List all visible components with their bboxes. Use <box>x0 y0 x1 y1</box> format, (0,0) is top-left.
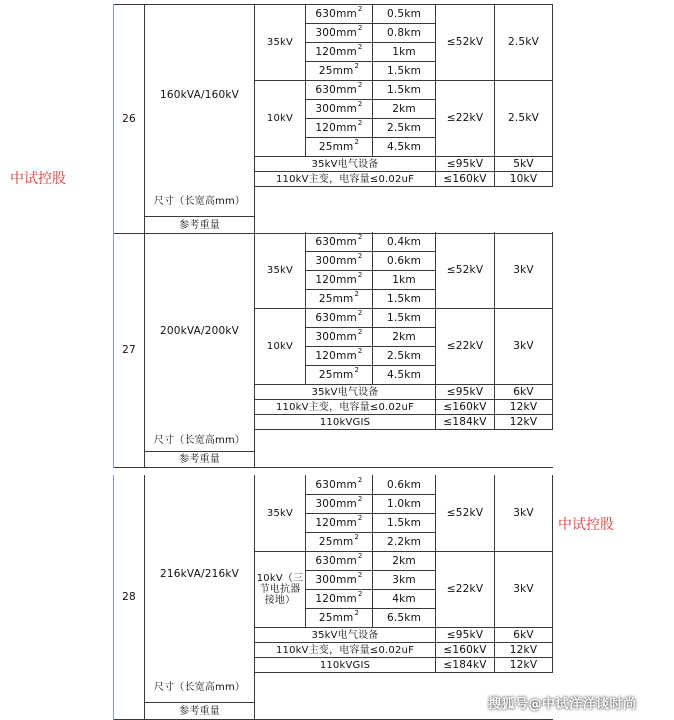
voltage-limit-cell: ≤52kV <box>446 507 484 519</box>
cable-length-cell: 2.5km <box>386 121 421 134</box>
cable-length-cell: 3km <box>392 573 416 586</box>
cable-section-cell <box>306 81 372 99</box>
equipment-limit-cell: ≤160kV <box>443 643 487 656</box>
item-number-cell: 28 <box>122 591 136 603</box>
cable-section-cell <box>306 62 372 80</box>
cable-length-cell: 6.5km <box>386 611 421 624</box>
equipment-label-cell: 110kVGIS <box>319 659 371 671</box>
cable-length-cell: 1.5km <box>386 83 421 96</box>
equipment-limit-cell: ≤160kV <box>443 400 487 413</box>
weight-label-cell: 参考重量 <box>179 705 220 717</box>
equipment-test-cell: 10kV <box>509 172 538 185</box>
cable-length-cell: 1.5km <box>386 311 421 324</box>
voltage-level-cell: 10kV（三节电抗器接地） <box>256 573 304 606</box>
equipment-limit-cell: ≤95kV <box>446 385 484 398</box>
test-voltage-cell: 3kV <box>513 340 534 352</box>
cable-length-cell: 1.5km <box>386 64 421 77</box>
cable-length-cell: 2.2km <box>386 535 421 548</box>
cable-section-superscript: 2 <box>357 118 363 127</box>
equipment-test-cell: 12kV <box>509 400 538 413</box>
cable-section-cell <box>306 347 372 365</box>
cable-section-value: 630mm <box>315 554 357 567</box>
voltage-level-cell: 35kV <box>266 265 294 276</box>
weight-label-cell: 参考重量 <box>179 219 220 231</box>
cable-section-superscript: 2 <box>354 532 360 541</box>
cable-section-superscript: 2 <box>357 475 363 484</box>
cable-length-cell: 1.0km <box>386 497 421 510</box>
cable-section-superscript: 2 <box>357 42 363 51</box>
cable-section-value: 25mm <box>318 535 354 548</box>
voltage-limit-cell: ≤52kV <box>446 264 484 276</box>
cable-section-superscript: 2 <box>357 232 363 241</box>
cable-section-value: 25mm <box>318 64 354 77</box>
test-voltage-cell: 3kV <box>513 507 534 519</box>
rating-cell: 200kVA/200kV <box>159 324 240 337</box>
cable-section-value: 300mm <box>315 573 357 586</box>
cable-length-cell: 2km <box>392 554 416 567</box>
cable-section-superscript: 2 <box>357 551 363 560</box>
cable-section-superscript: 2 <box>357 23 363 32</box>
item-number-cell: 26 <box>122 112 136 125</box>
test-voltage-cell: 3kV <box>513 264 534 276</box>
cable-length-cell: 0.5km <box>386 7 421 20</box>
cable-section-value: 120mm <box>315 592 357 605</box>
test-voltage-cell: 2.5kV <box>508 36 539 48</box>
cable-section-cell <box>306 476 372 494</box>
voltage-level-cell: 35kV <box>266 37 294 48</box>
voltage-level-cell: 10kV <box>266 341 294 352</box>
cable-section-value: 630mm <box>315 311 357 324</box>
cable-length-cell: 4km <box>392 592 416 605</box>
test-voltage-cell: 2.5kV <box>508 112 539 124</box>
cable-section-value: 300mm <box>315 330 357 343</box>
cable-length-cell: 2km <box>392 330 416 343</box>
equipment-label-cell: 35kV电气设备 <box>311 158 379 170</box>
cable-section-value: 630mm <box>315 7 357 20</box>
cable-length-cell: 2km <box>392 102 416 115</box>
cable-length-cell: 0.6km <box>386 254 421 267</box>
equipment-label-cell: 35kV电气设备 <box>311 386 379 398</box>
equipment-limit-cell: ≤160kV <box>443 172 487 185</box>
cable-section-value: 25mm <box>318 140 354 153</box>
cable-section-cell <box>306 514 372 532</box>
equipment-label-cell: 110kVGIS <box>319 416 371 428</box>
cable-section-value: 630mm <box>315 235 357 248</box>
cable-section-cell <box>306 5 372 23</box>
cable-section-cell <box>306 138 372 156</box>
equipment-limit-cell: ≤95kV <box>446 157 484 170</box>
cable-section-superscript: 2 <box>354 61 360 70</box>
cable-section-value: 630mm <box>315 83 357 96</box>
cable-section-cell <box>306 24 372 42</box>
cable-section-value: 120mm <box>315 349 357 362</box>
rating-cell: 216kVA/216kV <box>159 567 240 580</box>
equipment-label-cell: 35kV电气设备 <box>311 629 379 641</box>
weight-label-cell: 参考重量 <box>179 454 220 465</box>
cable-section-value: 120mm <box>315 45 357 58</box>
cable-length-cell: 0.4km <box>386 235 421 248</box>
cable-section-superscript: 2 <box>357 251 363 260</box>
size-label-cell: 尺寸（长宽高mm） <box>153 435 246 446</box>
cable-section-superscript: 2 <box>357 513 363 522</box>
cable-section-value: 25mm <box>318 292 354 305</box>
cable-section-superscript: 2 <box>357 346 363 355</box>
watermark-right: 中试控股 <box>558 517 614 533</box>
voltage-limit-cell: ≤22kV <box>446 112 484 124</box>
item-number-cell: 27 <box>122 343 136 356</box>
cable-length-cell: 1.5km <box>386 292 421 305</box>
cable-section-superscript: 2 <box>357 589 363 598</box>
cable-section-cell <box>306 43 372 61</box>
cable-section-superscript: 2 <box>354 365 360 374</box>
size-label-cell: 尺寸（长宽高mm） <box>153 682 246 693</box>
cable-section-superscript: 2 <box>354 608 360 617</box>
cable-section-cell <box>306 609 372 627</box>
cable-section-cell <box>306 271 372 289</box>
cable-section-cell <box>306 119 372 137</box>
equipment-limit-cell: ≤184kV <box>443 658 487 671</box>
cable-length-cell: 1km <box>392 45 416 58</box>
cable-section-superscript: 2 <box>357 4 363 13</box>
cable-section-cell <box>306 552 372 570</box>
cable-section-value: 630mm <box>315 478 357 491</box>
size-label-cell: 尺寸（长宽高mm） <box>153 196 246 207</box>
cable-section-value: 300mm <box>315 102 357 115</box>
brand-watermark: 搜狐号@中试洋洋谈时尚 <box>488 697 637 712</box>
cable-section-superscript: 2 <box>357 270 363 279</box>
cable-length-cell: 2.5km <box>386 349 421 362</box>
voltage-limit-cell: ≤52kV <box>446 36 484 48</box>
cable-section-superscript: 2 <box>357 570 363 579</box>
cable-section-cell <box>306 571 372 589</box>
equipment-test-cell: 12kV <box>509 658 538 671</box>
cable-section-value: 120mm <box>315 121 357 134</box>
equipment-label-cell: 110kV主变，电容量≤0.02uF <box>275 401 415 413</box>
equipment-test-cell: 12kV <box>509 415 538 428</box>
voltage-level-cell: 10kV <box>266 113 294 124</box>
rating-cell: 160kVA/160kV <box>159 89 240 101</box>
cable-length-cell: 4.5km <box>386 368 421 381</box>
cable-length-cell: 1km <box>392 273 416 286</box>
cable-section-cell <box>306 252 372 270</box>
test-voltage-cell: 3kV <box>513 583 534 595</box>
cable-section-superscript: 2 <box>354 289 360 298</box>
cable-section-superscript: 2 <box>357 99 363 108</box>
cable-section-cell <box>306 100 372 118</box>
cable-section-superscript: 2 <box>357 494 363 503</box>
equipment-label-cell: 110kV主变，电容量≤0.02uF <box>275 173 415 185</box>
equipment-test-cell: 6kV <box>513 385 534 398</box>
cable-section-superscript: 2 <box>354 137 360 146</box>
cable-section-superscript: 2 <box>357 308 363 317</box>
cable-section-value: 300mm <box>315 26 357 39</box>
cable-section-value: 25mm <box>318 611 354 624</box>
cable-length-cell: 0.8km <box>386 26 421 39</box>
cable-section-cell <box>306 309 372 327</box>
cable-section-value: 25mm <box>318 368 354 381</box>
cable-section-cell <box>306 290 372 308</box>
cable-section-cell <box>306 328 372 346</box>
cable-length-cell: 0.6km <box>386 478 421 491</box>
voltage-limit-cell: ≤22kV <box>446 583 484 595</box>
cable-section-superscript: 2 <box>357 80 363 89</box>
voltage-level-cell: 35kV <box>266 508 294 519</box>
cable-section-cell <box>306 366 372 384</box>
equipment-test-cell: 12kV <box>509 643 538 656</box>
equipment-limit-cell: ≤95kV <box>446 628 484 641</box>
cable-section-cell <box>306 590 372 608</box>
equipment-limit-cell: ≤184kV <box>443 415 487 428</box>
cable-section-value: 300mm <box>315 254 357 267</box>
equipment-test-cell: 5kV <box>513 157 534 170</box>
cable-section-cell <box>306 495 372 513</box>
cable-length-cell: 1.5km <box>386 516 421 529</box>
cable-section-value: 120mm <box>315 273 357 286</box>
voltage-limit-cell: ≤22kV <box>446 340 484 352</box>
equipment-test-cell: 6kV <box>513 628 534 641</box>
watermark-left: 中试控股 <box>10 171 66 187</box>
cable-section-superscript: 2 <box>357 327 363 336</box>
equipment-label-cell: 110kV主变，电容量≤0.02uF <box>275 644 415 656</box>
cable-section-cell <box>306 533 372 551</box>
cable-section-value: 300mm <box>315 497 357 510</box>
cable-section-value: 120mm <box>315 516 357 529</box>
cable-length-cell: 4.5km <box>386 140 421 153</box>
cable-section-cell <box>306 233 372 251</box>
